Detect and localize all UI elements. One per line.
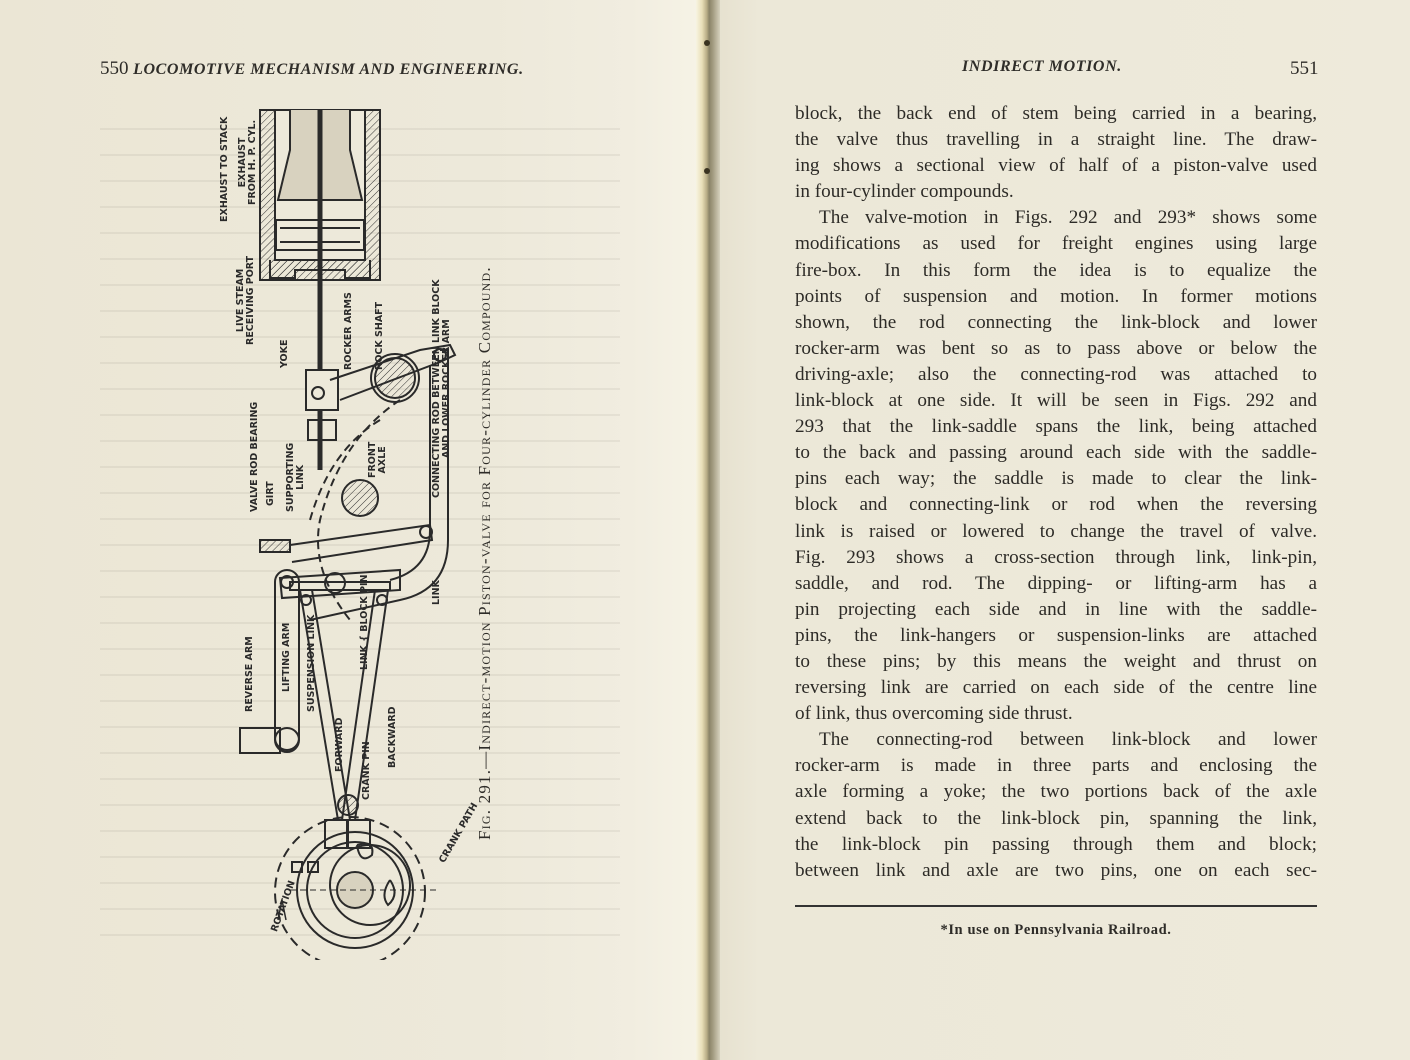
text-line: 293 that the link-saddle spans the link, being attached	[795, 416, 1317, 438]
text-line: the valve thus travelling in a straight line. The draw-	[795, 129, 1317, 151]
text-line: pin projecting each side and in line with the saddle-	[795, 598, 1317, 620]
text-line: to the back and passing around each side with the saddle-	[795, 442, 1317, 464]
label-suspension-link: SUSPENSION LINK	[306, 614, 317, 712]
label-rocker-arms: ROCKER ARMS	[343, 292, 354, 370]
text-line: reversing link are carried on each side of the centre line	[795, 677, 1317, 699]
left-page-number: 550	[100, 58, 129, 79]
body-text	[795, 101, 1317, 884]
label-front-axle: FRONT AXLE	[367, 441, 388, 478]
text-line: of link, thus overcoming side thrust.	[795, 703, 1073, 725]
text-line: rocker-arm was bent so as to pass above or below the	[795, 337, 1317, 359]
label-yoke: YOKE	[279, 339, 290, 368]
text-line: the link-block pin passing through them and block;	[795, 833, 1317, 855]
text-line: saddle, and rod. The dipping- or lifting-arm has a	[795, 572, 1317, 594]
label-girt: GIRT	[265, 481, 276, 506]
text-line: in four-cylinder compounds.	[795, 181, 1014, 203]
figure-caption: Fig. 291.—Indirect-motion Piston-valve for Four-cylinder Compound.	[475, 266, 494, 840]
figure-291-diagram	[200, 100, 500, 960]
right-running-head: INDIRECT MOTION.	[962, 58, 1122, 75]
text-line: between link and axle are two pins, one on each sec-	[795, 859, 1317, 881]
label-forward: FORWARD	[334, 717, 345, 772]
text-line: Fig. 293 shows a cross-section through link, link-pin,	[795, 546, 1317, 568]
footnote: *In use on Pennsylvania Railroad.	[940, 922, 1172, 938]
paragraph-start: The connecting-rod between link-block and lower	[819, 729, 1317, 751]
label-rotation: ROTATION	[269, 879, 298, 934]
label-link: LINK	[431, 580, 442, 605]
label-link-block-pin: LINK { BLOCK PIN	[359, 574, 370, 670]
label-crank-path: CRANK PATH	[437, 801, 481, 865]
text-line: link is raised or lowered to change the travel of valve.	[795, 520, 1317, 542]
text-line: axle forming a yoke; the two portions back of the axle	[795, 781, 1317, 803]
label-exhaust-from-hp: EXHAUST FROM H. P. CYL.	[237, 119, 258, 205]
binding-stitch	[704, 40, 710, 46]
label-rock-shaft: ROCK SHAFT	[374, 301, 385, 370]
left-running-title: LOCOMOTIVE MECHANISM AND ENGINEERING.	[133, 61, 524, 78]
text-line: pins each way; the saddle is made to clear the link-	[795, 468, 1317, 490]
book-spine	[696, 0, 720, 1060]
text-line: ing shows a sectional view of half of a piston-valve used	[795, 155, 1317, 177]
text-line: fire-box. In this form the idea is to equalize the	[795, 259, 1317, 281]
label-reverse-arm: REVERSE ARM	[244, 636, 255, 712]
left-running-head	[100, 58, 524, 80]
label-connecting-rod: CONNECTING ROD BETWEEN LINK BLOCK AND LOWER ROCKER ARM	[431, 279, 452, 498]
text-line: to these pins; by this means the weight and thrust on	[795, 650, 1317, 672]
label-lifting-arm: LIFTING ARM	[281, 622, 292, 692]
footnote-rule	[795, 905, 1317, 907]
label-backward: BACKWARD	[387, 706, 398, 768]
text-line: shown, the rod connecting the link-block and lower	[795, 311, 1317, 333]
text-line: points of suspension and motion. In former motions	[795, 285, 1317, 307]
text-line: block and connecting-link or rod when the reversing	[795, 494, 1317, 516]
label-valve-rod-bearing: VALVE ROD BEARING	[249, 401, 260, 512]
label-supporting-link: SUPPORTING LINK	[285, 442, 306, 512]
text-line: extend back to the link-block pin, spanning the link,	[795, 807, 1317, 829]
text-line: modifications as used for freight engines using large	[795, 233, 1317, 255]
text-line: pins, the link-hangers or suspension-links are attached	[795, 624, 1317, 646]
right-page-number: 551	[1290, 58, 1319, 79]
text-line: link-block at one side. It will be seen in Figs. 292 and	[795, 390, 1317, 412]
label-crank-pin: CRANK PIN	[361, 741, 372, 800]
binding-stitch	[704, 168, 710, 174]
text-line: block, the back end of stem being carried in a bearing,	[795, 103, 1317, 124]
text-line: rocker-arm is made in three parts and enclosing the	[795, 755, 1317, 777]
text-line: driving-axle; also the connecting-rod was attached to	[795, 363, 1317, 385]
label-exhaust-to-stack: EXHAUST TO STACK	[219, 116, 230, 222]
paragraph-start: The valve-motion in Figs. 292 and 293* shows some	[819, 207, 1317, 229]
label-live-steam: LIVE STEAM RECEIVING PORT	[235, 255, 256, 345]
